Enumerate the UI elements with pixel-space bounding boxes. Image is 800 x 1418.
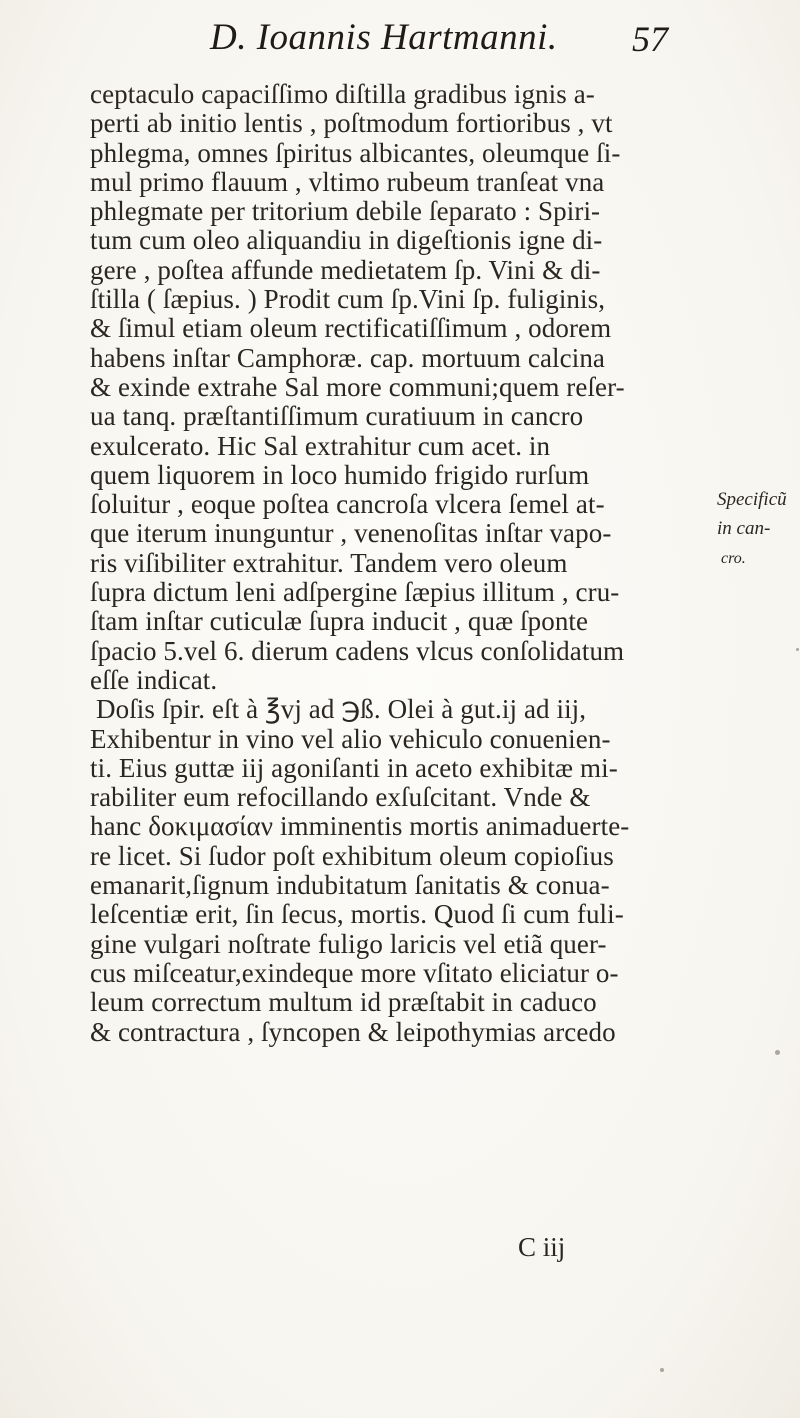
marginal-note-line: Specificũ (717, 489, 787, 510)
text-line: Doſis ſpir. eſt à ℥vj ad ℈ß. Olei à gut.ij ad iij, (96, 694, 587, 725)
text-line: perti ab initio lentis , poſtmodum fortioribus , vt (90, 108, 613, 139)
text-line: Exhibentur in vino vel alio vehiculo conuenien- (90, 723, 611, 754)
text-line: ſtam inſtar cuticulæ ſupra inducit , quæ ſponte (90, 606, 589, 637)
text-line: ceptaculo capaciſſimo diſtilla gradibus ignis a- (90, 79, 595, 109)
text-line: re licet. Si ſudor poſt exhibitum oleum copioſius (90, 840, 614, 871)
text-line: leum correctum multum id præſtabit in caduco (90, 987, 597, 1018)
marginal-note-line: in can- (717, 518, 771, 540)
page-number: 57 (632, 19, 668, 59)
text-line: ſpacio 5.vel 6. dierum cadens vlcus conſolidatum (90, 635, 625, 666)
marginal-note-line: cro. (721, 549, 746, 567)
text-line: ris viſibiliter extrahitur. Tandem vero oleum (90, 547, 568, 578)
ink-speck (796, 648, 799, 651)
marginal-note (717, 485, 800, 573)
text-line: gine vulgari noſtrate fuligo laricis vel etiã quer- (90, 928, 607, 959)
text-line: phlegmate per tritorium debile ſeparato : Spiri- (90, 196, 601, 227)
text-line: ſoluitur , eoque poſtea cancroſa vlcera ſemel at- (90, 489, 605, 520)
text-line: tum cum oleo aliquandiu in digeſtionis igne di- (90, 225, 603, 256)
text-line: & contractura , ſyncopen & leipothymias arcedo (90, 1016, 616, 1047)
text-line: hanc δοκιμασίαν imminentis mortis animaduerte- (90, 811, 630, 842)
text-line: eſſe indicat. (90, 664, 218, 695)
text-line: ua tanq. præſtantiſſimum curatiuum in cancro (90, 401, 584, 432)
text-line: phlegma, omnes ſpiritus albicantes, oleumque ſi- (90, 137, 621, 168)
signature-line (0, 1232, 800, 1272)
running-head-title: D. Ioannis Hartmanni. (210, 17, 558, 58)
text-line: ſtilla ( ſæpius. ) Prodit cum ſp.Vini ſp. fuliginis, (90, 284, 606, 315)
text-line: quem liquorem in loco humido frigido rurſum (90, 459, 590, 490)
ink-speck (775, 1050, 780, 1055)
ink-speck (660, 1368, 664, 1372)
text-line: que iterum inunguntur , venenoſitas inſtar vapo- (90, 518, 612, 549)
text-line: & ſimul etiam oleum rectificatiſſimum , odorem (90, 313, 612, 344)
signature-mark: C iij (518, 1232, 566, 1262)
text-line: habens inſtar Camphoræ. cap. mortuum calcina (90, 342, 606, 373)
text-line: ſupra dictum leni adſpergine ſæpius illitum , cru- (90, 577, 620, 608)
text-line: emanarit,ſignum indubitatum ſanitatis & conua- (90, 870, 610, 901)
text-line: cus miſceatur,exindeque more vſitato eliciatur o- (90, 957, 619, 988)
text-line: leſcentiæ erit, ſin ſecus, mortis. Quod ſi cum fuli- (90, 899, 624, 930)
text-line: gere , poſtea affunde medietatem ſp. Vini & di- (90, 254, 601, 285)
text-line: exulcerato. Hic Sal extrahitur cum acet. in (90, 430, 551, 461)
body-text (90, 80, 710, 1047)
running-head (0, 12, 800, 72)
text-line: & exinde extrahe Sal more communi;quem reſer- (90, 371, 625, 402)
text-line: mul primo flauum , vltimo rubeum tranſeat vna (90, 166, 605, 197)
text-line: rabiliter eum refocillando exſuſcitant. Vnde & (90, 782, 591, 813)
text-line: ti. Eius guttæ iij agoniſanti in aceto exhibitæ mi- (90, 752, 618, 783)
